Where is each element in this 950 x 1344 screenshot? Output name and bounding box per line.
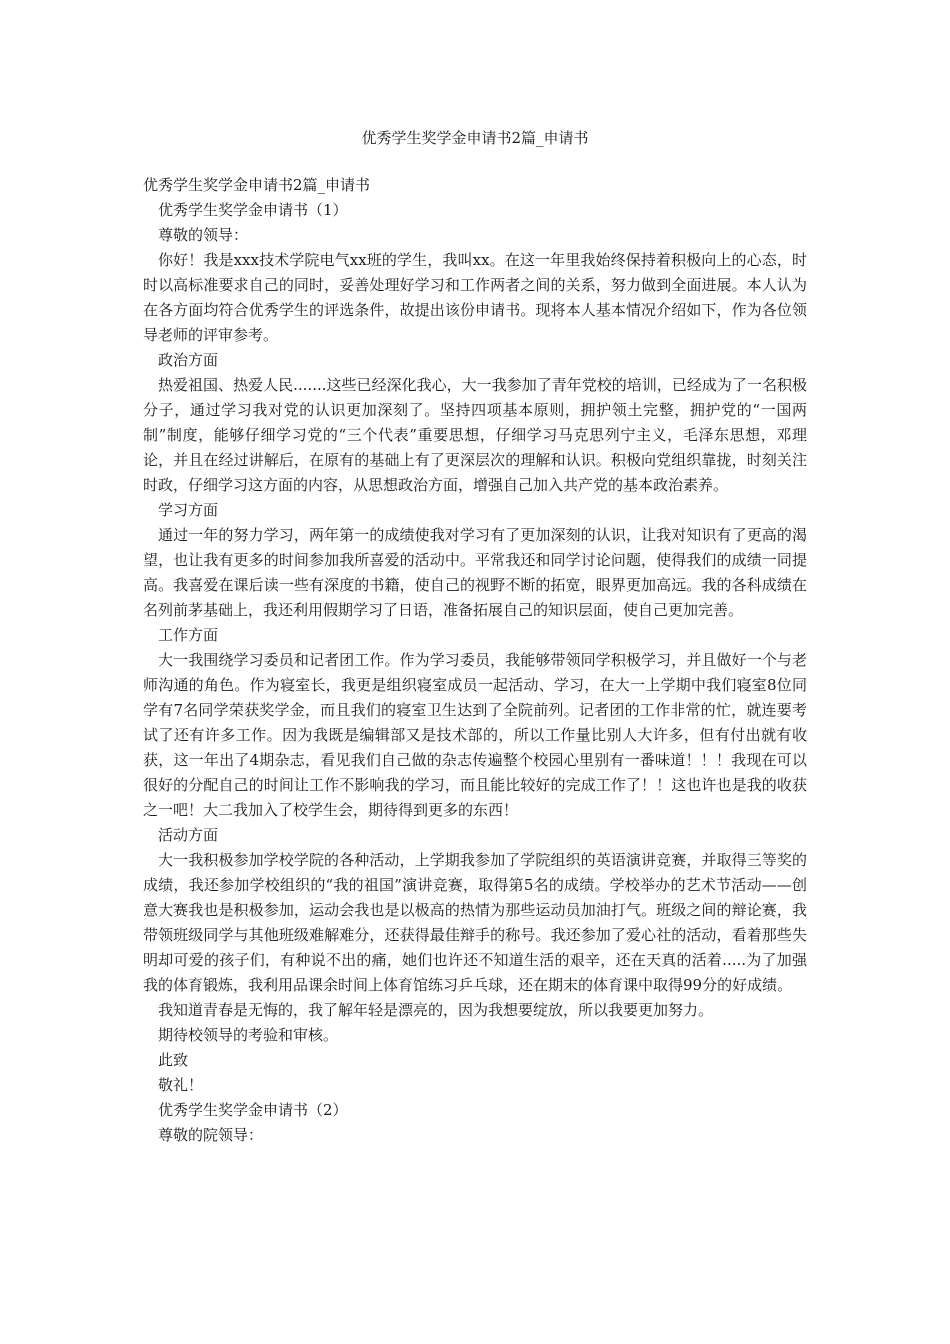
activity-section-heading: 活动方面	[158, 826, 219, 844]
letter2-salutation: 尊敬的院领导：	[158, 1126, 264, 1144]
work-section-heading: 工作方面	[158, 626, 219, 644]
regards-line-1: 此致	[158, 1051, 189, 1069]
closing-request: 期待校领导的考验和审核。	[158, 1026, 339, 1044]
activity-paragraph: 大一我积极参加学校学院的各种活动，上学期我参加了学院组织的英语演讲竞赛，并取得三等奖的成绩，我还参加学校组织的“我的祖国”演讲竞赛，取得第5名的成绩。学校举办的艺术节活动——创意大赛我也是积极参加，运动会我也是以极高的热情为那些运动员加油打气。班级之间的辩论赛，我带领班级同学与其他班级难解难分，还获得最佳辩手的称号。我还参加了爱心社的活动，看着那些失明却可爱的孩子们，有种说不出的痛，她们也许还不知道生活的艰辛，还在天真的活着.....为了加强我的体育锻炼，我利用品课余时间上体育馆练习乒乓球，还在期末的体育课中取得99分的好成绩。	[143, 851, 807, 994]
letter1-salutation: 尊敬的领导：	[158, 226, 249, 244]
closing-statement: 我知道青春是无悔的，我了解年轻是漂亮的，因为我想要绽放，所以我要更加努力。	[158, 1001, 714, 1019]
document-heading: 优秀学生奖学金申请书2篇_申请书	[143, 176, 371, 194]
letter2-heading: 优秀学生奖学金申请书（2）	[158, 1101, 348, 1119]
regards-line-2: 敬礼！	[158, 1076, 204, 1094]
politics-section-heading: 政治方面	[158, 351, 219, 369]
politics-paragraph: 热爱祖国、热爱人民.......这些已经深化我心，大一我参加了青年党校的培训，已经成为了一名积极分子，通过学习我对党的认识更加深刻了。坚持四项基本原则，拥护领土完整，拥护党的“一国两制”制度，能够仔细学习党的“三个代表”重要思想，仔细学习马克思列宁主义，毛泽东思想，邓理论，并且在经过讲解后，在原有的基础上有了更深层次的理解和认识。积极向党组织靠拢，时刻关注时政，仔细学习这方面的内容，从思想政治方面，增强自己加入共产党的基本政治素养。	[143, 376, 807, 494]
study-section-heading: 学习方面	[158, 501, 219, 519]
letter1-intro-paragraph: 你好！我是xxx技术学院电气xx班的学生，我叫xx。在这一年里我始终保持着积极向上的心态，时时以高标准要求自己的同时，妥善处理好学习和工作两者之间的关系，努力做到全面进展。本人认为在各方面均符合优秀学生的评选条件，故提出该份申请书。现将本人基本情况介绍如下，作为各位领导老师的评审参考。	[143, 251, 807, 344]
document-body	[143, 173, 807, 1148]
letter1-heading: 优秀学生奖学金申请书（1）	[158, 201, 348, 219]
work-paragraph: 大一我围绕学习委员和记者团工作。作为学习委员，我能够带领同学积极学习，并且做好一个与老师沟通的角色。作为寝室长，我更是组织寝室成员一起活动、学习，在大一上学期中我们寝室8位同学有7名同学荣获奖学金，而且我们的寝室卫生达到了全院前列。记者团的工作非常的忙，就连要考试了还有许多工作。因为我既是编辑部又是技术部的，所以工作量比别人大许多，但有付出就有收获，这一年出了4期杂志，看见我们自己做的杂志传遍整个校园心里别有一番味道！！！我现在可以很好的分配自己的时间让工作不影响我的学习，而且能比较好的完成工作了！！这也许也是我的收获之一吧！大二我加入了校学生会，期待得到更多的东西！	[143, 651, 807, 819]
study-paragraph: 通过一年的努力学习，两年第一的成绩使我对学习有了更加深刻的认识，让我对知识有了更高的渴望，也让我有更多的时间参加我所喜爱的活动中。平常我还和同学讨论问题，使得我们的成绩一同提高。我喜爱在课后读一些有深度的书籍，使自己的视野不断的拓宽，眼界更加高远。我的各科成绩在名列前茅基础上，我还利用假期学习了日语，准备拓展自己的知识层面，使自己更加完善。	[143, 526, 807, 619]
document-title: 优秀学生奖学金申请书2篇_申请书	[361, 129, 589, 147]
